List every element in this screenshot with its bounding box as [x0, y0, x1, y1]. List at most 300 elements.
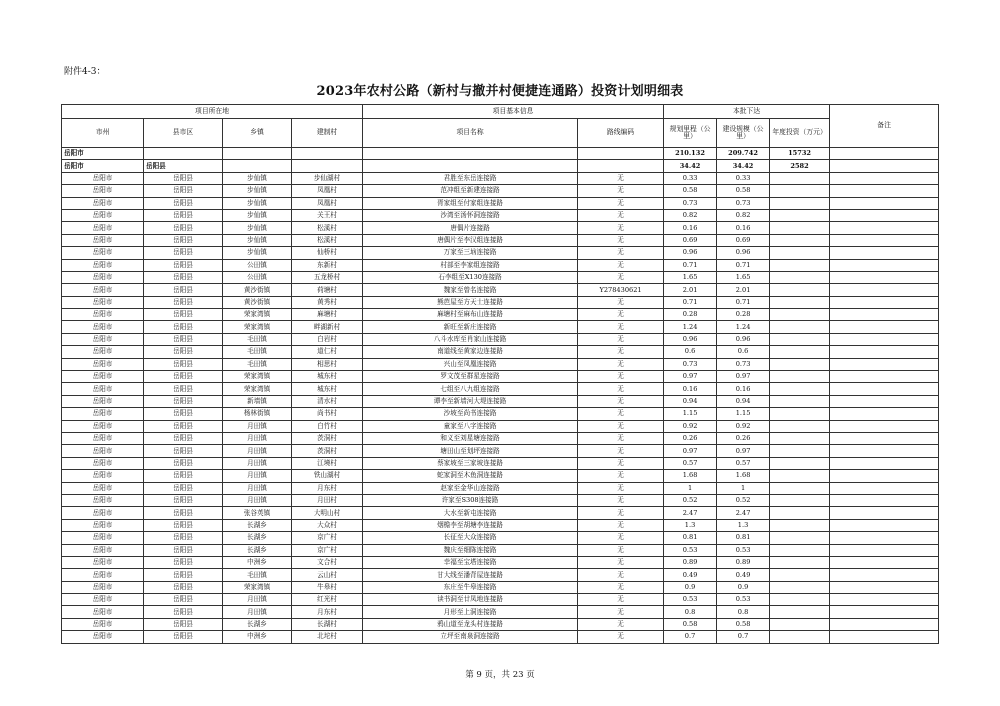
cell-remark	[830, 519, 939, 531]
cell-project-name: 魏家至曾名连接路	[363, 284, 578, 296]
summary-city: 岳阳市	[62, 160, 144, 172]
cell-town: 毛田镇	[223, 333, 292, 345]
table-row	[62, 259, 939, 271]
cell-planned-mileage: 0.33	[664, 172, 717, 184]
cell-annual-investment	[770, 346, 830, 358]
cell-project-name: 罗文茂至群星连接路	[363, 371, 578, 383]
cell-build-scale: 0.58	[717, 185, 770, 197]
cell-planned-mileage: 1.15	[664, 408, 717, 420]
cell-county: 岳阳县	[144, 209, 223, 221]
table-row	[62, 172, 939, 184]
cell-planned-mileage: 0.97	[664, 445, 717, 457]
table-row	[62, 457, 939, 469]
cell-annual-investment	[770, 209, 830, 221]
cell-remark	[830, 507, 939, 519]
cell-village: 茨洞村	[292, 445, 363, 457]
cell-town: 长湖乡	[223, 618, 292, 630]
cell-remark	[830, 309, 939, 321]
table-row	[62, 581, 939, 593]
cell-annual-investment	[770, 309, 830, 321]
table-row	[62, 507, 939, 519]
cell-city: 岳阳市	[62, 358, 144, 370]
cell-town: 黄沙街镇	[223, 284, 292, 296]
cell-county: 岳阳县	[144, 594, 223, 606]
cell-county: 岳阳县	[144, 581, 223, 593]
cell-route-code: 无	[578, 371, 664, 383]
cell-city: 岳阳市	[62, 234, 144, 246]
cell-city: 岳阳市	[62, 581, 144, 593]
cell-build-scale: 0.73	[717, 358, 770, 370]
cell-project-name: 熊芭屋至方天士连接路	[363, 296, 578, 308]
cell-town: 步仙镇	[223, 197, 292, 209]
cell-remark	[830, 271, 939, 283]
cell-build-scale: 0.97	[717, 445, 770, 457]
cell-planned-mileage: 0.58	[664, 185, 717, 197]
cell-route-code: 无	[578, 532, 664, 544]
header-col-build-scale: 建设规模（公里）	[717, 119, 770, 148]
cell-town: 步仙镇	[223, 247, 292, 259]
cell-annual-investment	[770, 420, 830, 432]
summary-row-city	[62, 148, 939, 160]
cell-city: 岳阳市	[62, 606, 144, 618]
cell-remark	[830, 420, 939, 432]
cell-city: 岳阳市	[62, 333, 144, 345]
cell-annual-investment	[770, 234, 830, 246]
cell-annual-investment	[770, 618, 830, 630]
cell-county: 岳阳县	[144, 507, 223, 519]
cell-build-scale: 0.7	[717, 631, 770, 643]
cell-village: 松溪村	[292, 234, 363, 246]
cell-route-code: 无	[578, 470, 664, 482]
cell-town: 月田镇	[223, 606, 292, 618]
cell-remark	[830, 247, 939, 259]
cell-route-code: 无	[578, 296, 664, 308]
cell-route-code: 无	[578, 581, 664, 593]
table-row	[62, 358, 939, 370]
cell-annual-investment	[770, 259, 830, 271]
table-row	[62, 321, 939, 333]
cell-project-name: 沙湾至汤怀洞连接路	[363, 209, 578, 221]
cell-annual-investment	[770, 395, 830, 407]
cell-route-code: 无	[578, 556, 664, 568]
cell-county: 岳阳县	[144, 569, 223, 581]
cell-remark	[830, 209, 939, 221]
cell-planned-mileage: 1.24	[664, 321, 717, 333]
cell-project-name: 村部至李家组连接路	[363, 259, 578, 271]
cell-annual-investment	[770, 296, 830, 308]
cell-route-code: 无	[578, 408, 664, 420]
cell-planned-mileage: 0.28	[664, 309, 717, 321]
cell-county: 岳阳县	[144, 197, 223, 209]
cell-village: 仙桥村	[292, 247, 363, 259]
cell-town: 公田镇	[223, 259, 292, 271]
summary-build: 34.42	[717, 160, 770, 172]
cell-build-scale: 0.96	[717, 333, 770, 345]
summary-build: 209.742	[717, 148, 770, 160]
cell-project-name: 童家至八字连接路	[363, 420, 578, 432]
cell-build-scale: 0.16	[717, 222, 770, 234]
cell-city: 岳阳市	[62, 371, 144, 383]
cell-route-code: 无	[578, 358, 664, 370]
cell-city: 岳阳市	[62, 271, 144, 283]
cell-build-scale: 0.71	[717, 296, 770, 308]
cell-annual-investment	[770, 470, 830, 482]
cell-remark	[830, 333, 939, 345]
cell-city: 岳阳市	[62, 494, 144, 506]
summary-plan: 210.132	[664, 148, 717, 160]
cell-county: 岳阳县	[144, 371, 223, 383]
cell-county: 岳阳县	[144, 321, 223, 333]
cell-village: 荷塘村	[292, 284, 363, 296]
cell-village: 月东村	[292, 606, 363, 618]
cell-planned-mileage: 0.97	[664, 371, 717, 383]
cell-county: 岳阳县	[144, 556, 223, 568]
cell-build-scale: 0.8	[717, 606, 770, 618]
cell-planned-mileage: 0.71	[664, 296, 717, 308]
cell-annual-investment	[770, 594, 830, 606]
cell-city: 岳阳市	[62, 482, 144, 494]
cell-remark	[830, 321, 939, 333]
cell-city: 岳阳市	[62, 408, 144, 420]
cell-planned-mileage: 0.94	[664, 395, 717, 407]
cell-town: 步仙镇	[223, 222, 292, 234]
cell-village: 道仁村	[292, 346, 363, 358]
cell-county: 岳阳县	[144, 259, 223, 271]
cell-town: 步仙镇	[223, 209, 292, 221]
cell-annual-investment	[770, 383, 830, 395]
cell-village: 凤凰村	[292, 185, 363, 197]
cell-project-name: 蛇家洞至木鱼洞连接路	[363, 470, 578, 482]
cell-county: 岳阳县	[144, 606, 223, 618]
cell-annual-investment	[770, 358, 830, 370]
cell-city: 岳阳市	[62, 321, 144, 333]
cell-city: 岳阳市	[62, 185, 144, 197]
cell-annual-investment	[770, 185, 830, 197]
table-row	[62, 594, 939, 606]
cell-route-code: 无	[578, 209, 664, 221]
cell-county: 岳阳县	[144, 234, 223, 246]
cell-project-name: 东庄至牛皋连接路	[363, 581, 578, 593]
cell-build-scale: 1.3	[717, 519, 770, 531]
cell-annual-investment	[770, 507, 830, 519]
table-row	[62, 618, 939, 630]
summary-remark	[830, 160, 939, 172]
cell-route-code: 无	[578, 234, 664, 246]
cell-county: 岳阳县	[144, 383, 223, 395]
cell-route-code: 无	[578, 544, 664, 556]
cell-build-scale: 0.6	[717, 346, 770, 358]
cell-annual-investment	[770, 172, 830, 184]
cell-annual-investment	[770, 631, 830, 643]
cell-build-scale: 1.15	[717, 408, 770, 420]
cell-project-name: 君胜至东岳连接路	[363, 172, 578, 184]
cell-project-name: 烟檐李至胡塘李连接路	[363, 519, 578, 531]
cell-project-name: 幸福至宝塔连接路	[363, 556, 578, 568]
cell-village: 月东村	[292, 482, 363, 494]
cell-town: 月田镇	[223, 470, 292, 482]
cell-county: 岳阳县	[144, 185, 223, 197]
cell-project-name: 石李组至X130连接路	[363, 271, 578, 283]
cell-route-code: 无	[578, 507, 664, 519]
cell-planned-mileage: 0.57	[664, 457, 717, 469]
cell-planned-mileage: 0.82	[664, 209, 717, 221]
cell-village: 大明山村	[292, 507, 363, 519]
table-row	[62, 271, 939, 283]
cell-remark	[830, 544, 939, 556]
cell-build-scale: 0.73	[717, 197, 770, 209]
table-row	[62, 222, 939, 234]
cell-village: 长湖村	[292, 618, 363, 630]
cell-town: 月田镇	[223, 420, 292, 432]
header-group-location: 项目所在地	[62, 105, 363, 119]
cell-annual-investment	[770, 321, 830, 333]
table-row	[62, 185, 939, 197]
table-row	[62, 197, 939, 209]
cell-town: 长湖乡	[223, 532, 292, 544]
cell-planned-mileage: 0.49	[664, 569, 717, 581]
cell-remark	[830, 408, 939, 420]
investment-table	[61, 104, 939, 644]
attachment-label: 附件4-3：	[64, 67, 106, 77]
cell-county: 岳阳县	[144, 346, 223, 358]
table-row	[62, 556, 939, 568]
cell-village: 凤凰村	[292, 197, 363, 209]
cell-route-code: 无	[578, 197, 664, 209]
cell-town: 公田镇	[223, 271, 292, 283]
cell-city: 岳阳市	[62, 259, 144, 271]
cell-village: 五龙桥村	[292, 271, 363, 283]
cell-village: 城东村	[292, 371, 363, 383]
cell-town: 黄沙街镇	[223, 296, 292, 308]
cell-town: 长湖乡	[223, 544, 292, 556]
table-row	[62, 234, 939, 246]
cell-route-code: 无	[578, 519, 664, 531]
header-col-route-code: 路线编码	[578, 119, 664, 148]
summary-city: 岳阳市	[62, 148, 144, 160]
cell-county: 岳阳县	[144, 408, 223, 420]
header-col-project: 项目名称	[363, 119, 578, 148]
cell-route-code: 无	[578, 259, 664, 271]
cell-town: 长湖乡	[223, 519, 292, 531]
cell-project-name: 麻塘村至麻布山连接路	[363, 309, 578, 321]
cell-village: 大众村	[292, 519, 363, 531]
cell-project-name: 唐偶片连接路	[363, 222, 578, 234]
cell-build-scale: 0.26	[717, 432, 770, 444]
summary-blank	[223, 148, 292, 160]
cell-remark	[830, 606, 939, 618]
cell-project-name: 万家至三垴连接路	[363, 247, 578, 259]
cell-city: 岳阳市	[62, 197, 144, 209]
cell-city: 岳阳市	[62, 420, 144, 432]
cell-village: 白岩村	[292, 333, 363, 345]
header-col-annual-investment: 年度投资（万元）	[770, 119, 830, 148]
cell-project-name: 七组至八九组连接路	[363, 383, 578, 395]
summary-county	[144, 148, 223, 160]
summary-plan: 34.42	[664, 160, 717, 172]
cell-annual-investment	[770, 519, 830, 531]
header-col-planned-mileage: 规划里程（公里）	[664, 119, 717, 148]
cell-village: 茨洞村	[292, 432, 363, 444]
cell-village: 松溪村	[292, 222, 363, 234]
header-group-info: 项目基本信息	[363, 105, 664, 119]
cell-project-name: 唐偶片至李汉组连接路	[363, 234, 578, 246]
table-row	[62, 284, 939, 296]
cell-annual-investment	[770, 333, 830, 345]
cell-city: 岳阳市	[62, 556, 144, 568]
cell-route-code: 无	[578, 333, 664, 345]
cell-village: 京广村	[292, 544, 363, 556]
summary-blank	[578, 160, 664, 172]
cell-village: 红光村	[292, 594, 363, 606]
summary-county: 岳阳县	[144, 160, 223, 172]
cell-planned-mileage: 0.73	[664, 197, 717, 209]
summary-blank	[223, 160, 292, 172]
cell-route-code: 无	[578, 420, 664, 432]
cell-annual-investment	[770, 457, 830, 469]
cell-city: 岳阳市	[62, 247, 144, 259]
cell-planned-mileage: 1	[664, 482, 717, 494]
cell-remark	[830, 383, 939, 395]
cell-route-code: 无	[578, 383, 664, 395]
cell-town: 月田镇	[223, 494, 292, 506]
cell-town: 步仙镇	[223, 185, 292, 197]
cell-project-name: 和义至刘星塘连接路	[363, 432, 578, 444]
cell-county: 岳阳县	[144, 309, 223, 321]
cell-route-code: 无	[578, 457, 664, 469]
cell-village: 铁山湖村	[292, 470, 363, 482]
cell-remark	[830, 470, 939, 482]
table-row	[62, 209, 939, 221]
header-col-city: 市州	[62, 119, 144, 148]
summary-blank	[363, 160, 578, 172]
cell-county: 岳阳县	[144, 222, 223, 234]
table-row	[62, 494, 939, 506]
cell-build-scale: 0.53	[717, 544, 770, 556]
cell-city: 岳阳市	[62, 532, 144, 544]
cell-remark	[830, 358, 939, 370]
cell-project-name: 新旺至新庄连接路	[363, 321, 578, 333]
cell-town: 中洲乡	[223, 556, 292, 568]
cell-county: 岳阳县	[144, 519, 223, 531]
table-row	[62, 470, 939, 482]
cell-planned-mileage: 0.71	[664, 259, 717, 271]
cell-remark	[830, 482, 939, 494]
cell-route-code: 无	[578, 172, 664, 184]
cell-county: 岳阳县	[144, 494, 223, 506]
cell-county: 岳阳县	[144, 271, 223, 283]
cell-annual-investment	[770, 445, 830, 457]
summary-blank	[578, 148, 664, 160]
cell-build-scale: 0.89	[717, 556, 770, 568]
table-row	[62, 569, 939, 581]
cell-remark	[830, 532, 939, 544]
cell-town: 步仙镇	[223, 172, 292, 184]
cell-village: 畔湖新村	[292, 321, 363, 333]
cell-remark	[830, 432, 939, 444]
summary-remark	[830, 148, 939, 160]
cell-city: 岳阳市	[62, 445, 144, 457]
cell-planned-mileage: 0.53	[664, 594, 717, 606]
cell-county: 岳阳县	[144, 470, 223, 482]
cell-build-scale: 0.49	[717, 569, 770, 581]
cell-build-scale: 0.53	[717, 594, 770, 606]
summary-invest: 15732	[770, 148, 830, 160]
cell-annual-investment	[770, 432, 830, 444]
cell-planned-mileage: 2.01	[664, 284, 717, 296]
cell-planned-mileage: 1.3	[664, 519, 717, 531]
cell-remark	[830, 581, 939, 593]
cell-city: 岳阳市	[62, 457, 144, 469]
table-row	[62, 247, 939, 259]
cell-remark	[830, 618, 939, 630]
table-row	[62, 408, 939, 420]
cell-remark	[830, 222, 939, 234]
cell-remark	[830, 296, 939, 308]
cell-annual-investment	[770, 284, 830, 296]
cell-annual-investment	[770, 532, 830, 544]
page-title: 2023年农村公路（新村与撤并村便捷连通路）投资计划明细表	[316, 84, 684, 99]
cell-town: 中洲乡	[223, 631, 292, 643]
table-row	[62, 606, 939, 618]
table-row	[62, 482, 939, 494]
cell-build-scale: 0.28	[717, 309, 770, 321]
cell-annual-investment	[770, 222, 830, 234]
cell-village: 相思村	[292, 358, 363, 370]
cell-planned-mileage: 0.16	[664, 383, 717, 395]
cell-village: 清水村	[292, 395, 363, 407]
cell-remark	[830, 284, 939, 296]
cell-project-name: 赵家至金华山连接路	[363, 482, 578, 494]
cell-project-name: 蔡家坡至三家坡连接路	[363, 457, 578, 469]
cell-village: 尚书村	[292, 408, 363, 420]
cell-build-scale: 0.81	[717, 532, 770, 544]
cell-route-code: 无	[578, 482, 664, 494]
table-row	[62, 631, 939, 643]
cell-route-code: 无	[578, 185, 664, 197]
cell-planned-mileage: 0.92	[664, 420, 717, 432]
cell-remark	[830, 494, 939, 506]
cell-build-scale: 0.82	[717, 209, 770, 221]
cell-project-name: 范冲组至新建连接路	[363, 185, 578, 197]
cell-build-scale: 0.33	[717, 172, 770, 184]
cell-project-name: 兴山至凤凰连接路	[363, 358, 578, 370]
cell-city: 岳阳市	[62, 172, 144, 184]
cell-annual-investment	[770, 371, 830, 383]
cell-county: 岳阳县	[144, 395, 223, 407]
cell-city: 岳阳市	[62, 284, 144, 296]
cell-remark	[830, 371, 939, 383]
cell-city: 岳阳市	[62, 569, 144, 581]
cell-town: 月田镇	[223, 594, 292, 606]
cell-planned-mileage: 0.16	[664, 222, 717, 234]
cell-project-name: 许家至S308连接路	[363, 494, 578, 506]
cell-remark	[830, 172, 939, 184]
cell-route-code: 无	[578, 445, 664, 457]
cell-city: 岳阳市	[62, 507, 144, 519]
cell-planned-mileage: 0.58	[664, 618, 717, 630]
cell-county: 岳阳县	[144, 284, 223, 296]
cell-route-code: 无	[578, 247, 664, 259]
cell-remark	[830, 185, 939, 197]
cell-planned-mileage: 0.26	[664, 432, 717, 444]
cell-village: 关王村	[292, 209, 363, 221]
table-row	[62, 371, 939, 383]
table-row	[62, 383, 939, 395]
cell-project-name: 长征至大众连接路	[363, 532, 578, 544]
cell-town: 新墙镇	[223, 395, 292, 407]
cell-town: 杨林街镇	[223, 408, 292, 420]
cell-build-scale: 1	[717, 482, 770, 494]
